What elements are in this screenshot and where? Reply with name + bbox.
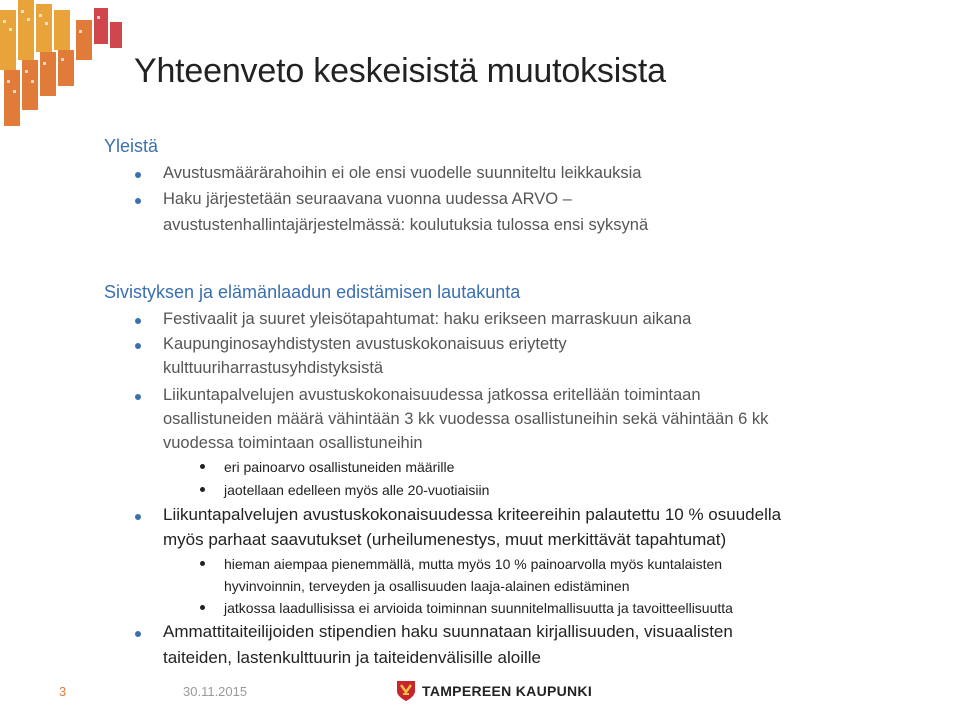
tampere-crest-icon (396, 680, 416, 702)
page-number: 3 (59, 684, 67, 699)
footer-date: 30.11.2015 (183, 684, 248, 699)
committee-line-4: Liikuntapalvelujen avustuskokonaisuudessa jatkossa eritellään toimintaan (163, 386, 701, 404)
sub-bullet-icon (200, 464, 205, 469)
sub-bullet-icon (200, 605, 205, 610)
committee-line-10: taiteiden, lastenkulttuurin ja taiteidenvälisille aloille (163, 648, 542, 667)
committee-subline-3: hieman aiempaa pienemmällä, mutta myös 10 % painoarvolla myös kuntalaisten (224, 556, 723, 572)
bullet-icon (135, 172, 141, 178)
committee-subline-1: eri painoarvo osallistuneiden määrille (224, 459, 455, 475)
bullet-icon (135, 318, 141, 324)
committee-line-1: Festivaalit ja suuret yleisötapahtumat: haku erikseen marraskuun aikana (163, 310, 692, 328)
bullet-icon (135, 394, 141, 400)
slide-title: Yhteenveto keskeisistä muutoksista (134, 52, 666, 90)
bullet-icon (135, 198, 141, 204)
committee-subline-3-cont: hyvinvoinnin, terveyden ja osallisuuden laaja-alainen edistäminen (224, 578, 630, 594)
general-item-1: Avustusmäärärahoihin ei ole ensi vuodelle suunniteltu leikkauksia (163, 164, 642, 182)
committee-subline-4: jatkossa laadullisissa ei arvioida toiminnan suunnitelmallisuutta ja tavoitteellisuutta (224, 600, 733, 616)
general-item-2: Haku järjestetään seuraavana vuonna uudessa ARVO – (163, 190, 572, 208)
bullet-icon (135, 514, 141, 520)
committee-line-5: osallistuneiden määrä vähintään 3 kk vuodessa osallistuneihin sekä vähintään 6 kk (163, 410, 769, 428)
general-item-2-cont: avustustenhallintajärjestelmässä: koulutuksia tulossa ensi syksynä (163, 216, 649, 234)
section-heading-committee: Sivistyksen ja elämänlaadun edistämisen lautakunta (104, 282, 521, 302)
tampere-pattern-icon (0, 0, 140, 140)
bullet-icon (135, 343, 141, 349)
sub-bullet-icon (200, 487, 205, 492)
bullet-icon (135, 631, 141, 637)
committee-subline-2: jaotellaan edelleen myös alle 20-vuotiaisiin (224, 482, 490, 498)
committee-line-2: Kaupunginosayhdistysten avustuskokonaisuus eriytetty (163, 335, 567, 353)
committee-line-6: vuodessa toimintaan osallistuneihin (163, 434, 423, 452)
organization-name: TAMPEREEN KAUPUNKI (422, 683, 593, 699)
committee-line-9: Ammattitaiteilijoiden stipendien haku suunnataan kirjallisuuden, visuaalisten (163, 622, 733, 641)
section-heading-general: Yleistä (104, 136, 159, 156)
sub-bullet-icon (200, 561, 205, 566)
committee-line-3: kulttuuriharrastusyhdistyksistä (163, 359, 384, 377)
committee-line-7: Liikuntapalvelujen avustuskokonaisuudessa kriteereihin palautettu 10 % osuudella (163, 505, 782, 524)
committee-line-8: myös parhaat saavutukset (urheilumenestys, muut merkittävät tapahtumat) (163, 530, 727, 549)
organization-logo (396, 680, 592, 702)
